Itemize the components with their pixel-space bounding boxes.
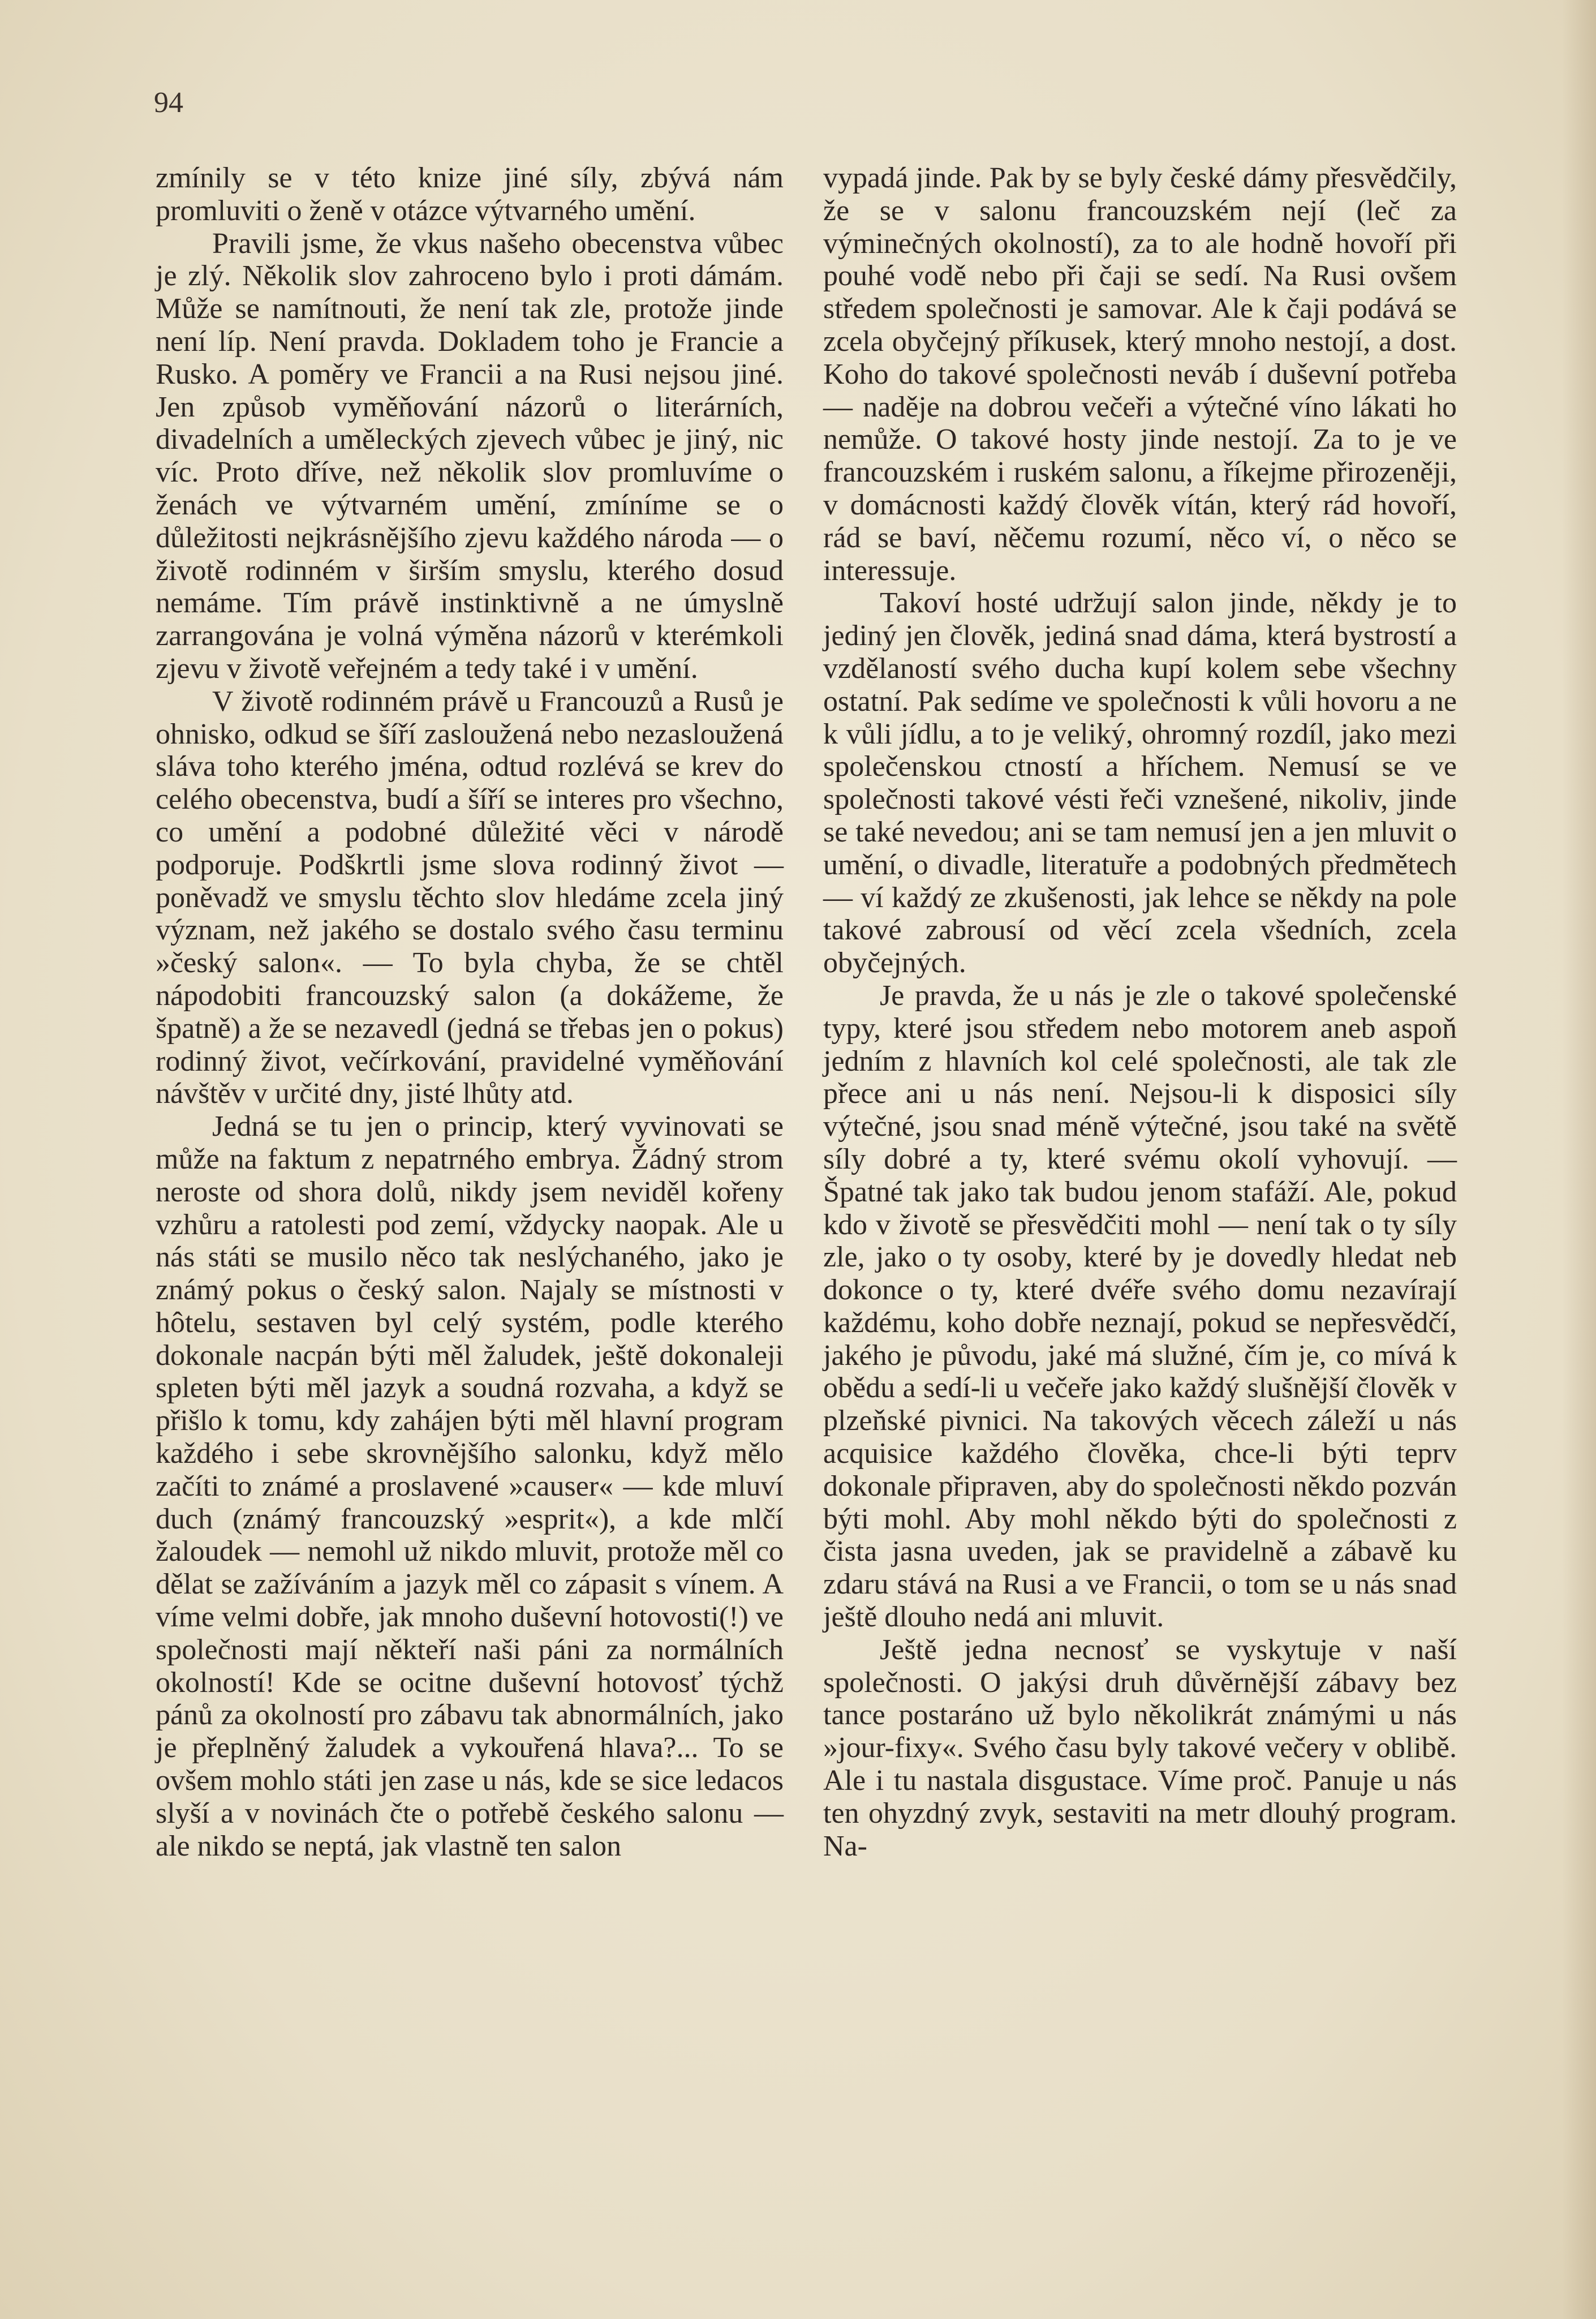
paragraph: V životě rodinném právě u Francouzů a Rusů je ohnisko, odkud se šíří zasloužená nebo nezasloužená sláva toho kterého jména, odtud rozlévá se krev do celého obecenstva, budí a šíří se interes pro všechno, co umění a podobné důležité věci v národě podporuje. Podškrtli jsme slova rodinný život — poněvadž ve smyslu těchto slov hledáme zcela jiný význam, než jakého se dostalo svého času terminu »český salon«. — To byla chyba, že se chtěl nápodobiti francouzský salon (a dokážeme, že špatně) a že se nezavedl (jedná se třebas jen o pokus) rodinný život, večírkování, pravidelné vyměňování návštěv v určité dny, jisté lhůty atd. (156, 685, 784, 1110)
page-number: 94 (154, 87, 183, 119)
paragraph: Pravili jsme, že vkus našeho obecenstva vůbec je zlý. Několik slov zahroceno bylo i proti dámám. Může se namítnouti, že není tak zle, protože jinde není líp. Není pravda. Dokladem toho je Francie a Rusko. A poměry ve Francii a na Rusi nejsou jiné. Jen způsob vyměňování názorů o literárních, divadelních a uměleckých zjevech vůbec je jiný, nic víc. Proto dříve, než několik slov promluvíme o ženách ve výtvarném umění, zmíníme se o důležitosti nejkrásnějšího zjevu každého národa — o životě rodinném v širším smyslu, kterého dosud nemáme. Tím právě instinktivně a ne úmyslně zarrangována je volná výměna názorů v kterémkoli zjevu v životě veřejném a tedy také i v umění. (156, 227, 784, 685)
paragraph: Jedná se tu jen o princip, který vyvinovati se může na faktum z nepatrného embrya. Žádný strom neroste od shora dolů, nikdy jsem neviděl kořeny vzhůru a ratolesti pod zemí, vždycky naopak. Ale u nás státi se musilo něco tak neslýchaného, jako je známý pokus o český salon. Najaly se místnosti v hôtelu, sestaven byl celý systém, podle kterého dokonale nacpán býti měl žaludek, ještě dokonaleji spleten býti měl jazyk a soudná rozvaha, a když se přišlo k tomu, kdy zahájen býti měl hlavní program každého i sebe skrovnějšího salonku, když mělo začíti to známé a proslavené »causer« — kde mluví duch (známý francouzský »esprit«), a kde mlčí žaloudek — nemohl už nikdo mluvit, protože měl co dělat se zažíváním a jazyk měl co zápasit s vínem. A víme velmi dobře, jak mnoho duševní hotovosti(!) ve společnosti mají někteří naši páni za normálních okolností! Kde se ocitne duševní hotovosť týchž pánů za okolností pro zábavu tak abnormálních, jako je přeplněný žaludek a vykouřená hlava?... To se ovšem mohlo státi jen zase u nás, kde se sice ledacos slyší a v novinách čte o potřebě českého salonu — ale nikdo se neptá, jak vlastně ten salon (156, 1110, 784, 1862)
paragraph: Je pravda, že u nás je zle o takové společenské typy, které jsou středem nebo motorem aneb aspoň jedním z hlavních kol celé společnosti, ale tak zle přece ani u nás není. Nejsou-li k disposici síly výtečné, jsou snad méně výtečné, jsou také na světě síly dobré a ty, které svému okolí vyhovují. — Špatné tak jako tak budou jenom stafáží. Ale, pokud kdo v životě se přesvědčiti mohl — není tak o ty síly zle, jako o ty osoby, které by je dovedly hledat neb dokonce o ty, které dvéře svého domu nezavírají každému, koho dobře neznají, pokud se nepřesvědčí, jakého je původu, jaké má služné, čím je, co mívá k obědu a sedí-li u večeře jako každý slušnější člověk v plzeňské pivnici. Na takových věcech záleží u nás acquisice každého člověka, chce-li býti teprv dokonale připraven, aby do společnosti někdo pozván býti mohl. Aby mohl někdo býti do společnosti z čista jasna uveden, jak se pravidelně a zábavě ku zdaru stává na Rusi a ve Francii, o tom se u nás snad ještě dlouho nedá ani mluvit. (823, 979, 1457, 1634)
right-column (823, 162, 1457, 1862)
paragraph: Takoví hosté udržují salon jinde, někdy je to jediný jen člověk, jediná snad dáma, která bystrostí a vzdělaností svého ducha kupí kolem sebe všechny ostatní. Pak sedíme ve společnosti k vůli hovoru a ne k vůli jídlu, a to je veliký, ohromný rozdíl, jako mezi společenskou ctností a hříchem. Nemusí se ve společnosti takové vésti řeči vznešené, nikoliv, jinde se také nevedou; ani se tam nemusí jen a jen mluvit o umění, o divadle, literatuře a podobných předmětech — ví každý ze zkušenosti, jak lehce se někdy na pole takové zabrousí od věcí zcela všedních, zcela obyčejných. (823, 587, 1457, 980)
paragraph: Ještě jedna necnosť se vyskytuje v naší společnosti. O jakýsi druh důvěrnější zábavy bez tance postaráno už bylo několikrát známými u nás »jour-fixy«. Svého času byly takové večery v oblibě. Ale i tu nastala disgustace. Víme proč. Panuje u nás ten ohyzdný zvyk, sestaviti na metr dlouhý program. Na- (823, 1633, 1457, 1862)
paragraph: zmínily se v této knize jiné síly, zbývá nám promluviti o ženě v otázce výtvarného umění. (156, 162, 784, 227)
page-edge-shadow (1562, 0, 1596, 2319)
paragraph: vypadá jinde. Pak by se byly české dámy přesvědčily, že se v salonu francouzském nejí (leč za výminečných okolností), za to ale hodně hovoří při pouhé vodě nebo při čaji se sedí. Na Rusi ovšem středem společnosti je samovar. Ale k čaji podává se zcela obyčejný příkusek, který mnoho nestojí, a dost. Koho do takové společnosti neváb í duševní potřeba — naděje na dobrou večeři a výtečné víno lákati ho nemůže. O takové hosty jinde nestojí. Za to je ve francouzském i ruském salonu, a říkejme přirozeněji, v domácnosti každý člověk vítán, který rád hovoří, rád se baví, něčemu rozumí, něco ví, o něco se interessuje. (823, 162, 1457, 587)
left-column (156, 162, 784, 1862)
